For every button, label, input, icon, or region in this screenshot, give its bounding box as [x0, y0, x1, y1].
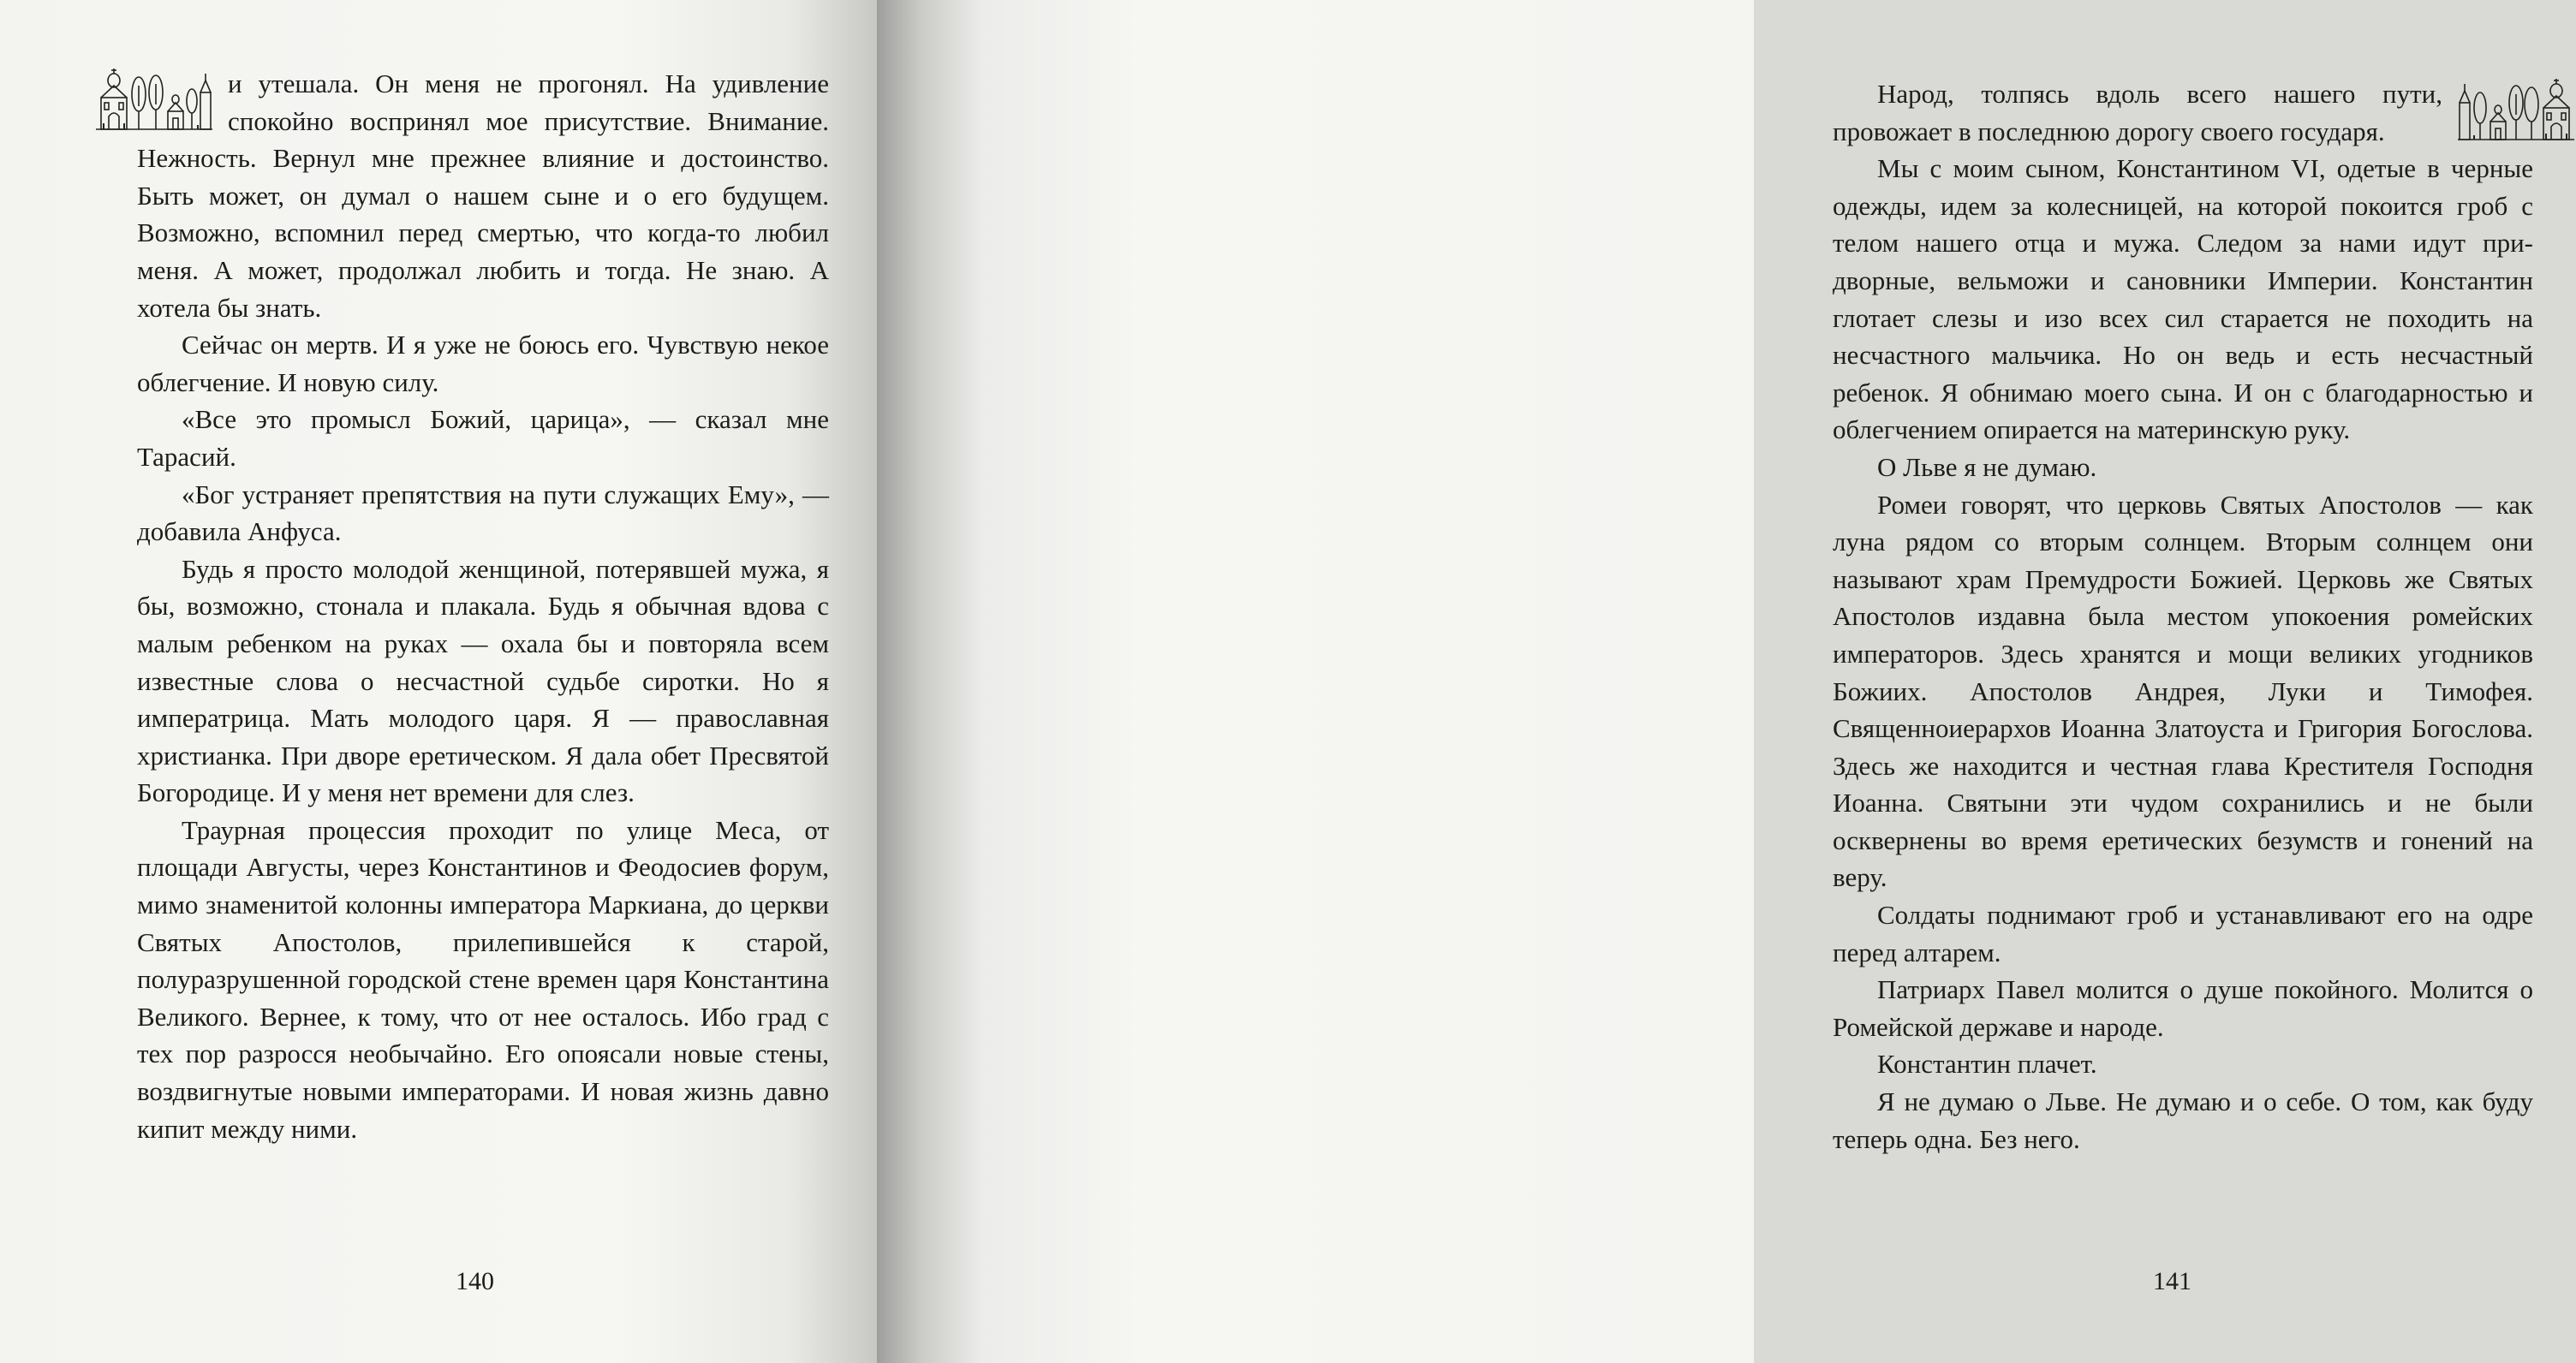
paragraph: Я не думаю о Льве. Не думаю и о себе. О том, как буду теперь одна. Без него. — [1833, 1086, 2533, 1154]
paragraph: Патриарх Павел молится о душе покойного. Молится о Ромейской державе и народе. — [1833, 974, 2533, 1042]
paragraph: Ромеи говорят, что церковь Святых Апостолов — как луна рядом со вторым солнцем. Вторым солнцем они называют храм Премудрости Божией. Церковь же Святых Апостолов издавна была местом упокоения ромейских императоров. Здесь хранятся и мощи великих угодников Божиих. Апостолов Андрея, Луки и Тимофея. Священноиерархов Иоанна Златоуста и Григория Богослова. Здесь же находится и честная глава Крестителя Господня Иоанна. Святыни эти чудом сохранились и не были осквернены во время еретических безумств и гонений на веру. — [1833, 489, 2533, 893]
paragraph: О Льве я не думаю. — [1877, 451, 2097, 482]
paragraph: Константин плачет. — [1877, 1049, 2097, 1080]
left-page — [0, 0, 877, 1363]
left-page-text — [137, 65, 829, 1147]
paragraph: Сейчас он мертв. И я уже не боюсь его. Чувствую некое облегчение. И новую силу. — [137, 330, 829, 397]
paragraph: «Бог устраняет препятствия на пути служащих Ему», — добавила Анфуса. — [137, 479, 829, 547]
paragraph: Народ, толпясь вдоль всего нашего пути, провожает в последнюю дорогу своего государя. — [1833, 79, 2442, 146]
paragraph: Траурная процессия проходит по улице Меса, от площади Августы, через Константинов и Феодосиев форум, мимо знаменитой колонны императора Маркиана, до церкви Святых Апостолов, прилепившейся к старой, полуразрушенной городской стене времен царя Константина Великого. Вернее, к тому, что от нее осталось. Ибо град с тех пор разросся необычайно. Его опоясали новые стены, воздвигнутые новыми императорами. И новая жизнь давно кипит между ними. — [137, 814, 829, 1144]
page-number: 141 — [2153, 1267, 2191, 1295]
church-and-trees-ornament — [2456, 77, 2576, 142]
church-and-trees-ornament — [94, 67, 214, 132]
paragraph: Будь я просто молодой женщиной, потерявшей мужа, я бы, возможно, стонала и плакала. Будь я обычная вдова с малым ребенком на руках — охала бы и повторяла всем известные слова о несчастной судьбе сиротки. Но я императрица. Мать молодого царя. Я — православная христианка. При дворе еретическом. Я дала обет Пресвятой Богородице. И у меня нет времени для слез. — [137, 553, 829, 808]
paragraph: «Все это промысл Божий, царица», — сказал мне Тарасий. — [137, 404, 829, 472]
paragraph: Солдаты поднимают гроб и устанавливают его на одре перед алтарем. — [1833, 900, 2533, 967]
paragraph: и утешала. Он меня не прогонял. На удивление спокойно воспринял мое присутствие. Внимание. Нежность. Вернул мне прежнее влияние и достоинство. Быть может, он думал о нашем сыне и о его будущем. Возможно, вспомнил перед смертью, что когда-то любил меня. А может, продолжал любить и тогда. Не знаю. А хотела бы знать. — [137, 68, 829, 323]
right-page-text — [1833, 75, 2533, 1158]
page-number: 140 — [456, 1267, 494, 1295]
paragraph: Мы с моим сыном, Константином VI, одетые в черные одежды, идем за колесницей, на которой покоится гроб с телом нашего отца и мужа. Следом за нами идут придворные, вельможи и сановники Империи. Константин глотает слезы и изо всех сил старается не походить на несчастного мальчика. Но он ведь и есть несчастный ребенок. Я обнимаю моего сына. И он с благодарностью и облегчением опирается на материнскую руку. — [1833, 153, 2533, 445]
right-page — [877, 0, 2533, 1363]
